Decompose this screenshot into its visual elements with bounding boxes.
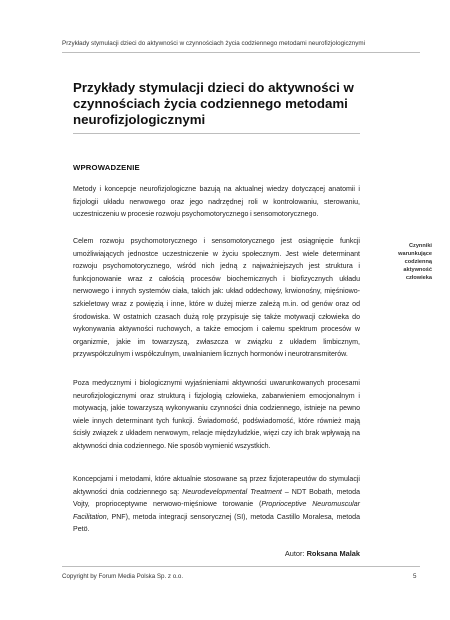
paragraph-4-text-a: Koncepcjami i metodami, które aktualnie stosowane są przez fizjoterapeutów do stymulacji aktywności dnia codziennego są:: [73, 476, 360, 496]
footer-rule: [62, 566, 420, 567]
section-heading: WPROWADZENIE: [73, 163, 140, 172]
paragraph-2: Celem rozwoju psychomotorycznego i sensomotorycznego jest osiągnięcie funkcji umożliwiających jednostce uczestniczenie w życiu społecznym. Jest wiele determinant rozwoju psychomotorycznego, wśród nich jedną z najważniejszych jest struktura i funkcjonowanie wraz z całością procesów biochemicznych i biofizycznych układu nerwowego i innych systemów ciała, takich jak: układ oddechowy, krwionośny, mięśniowo-szkieletowy wraz z powięzią i inne, które w dużej mierze zależą m.in. od genów oraz od środowiska. W ostatnich czasach dużą rolę przypisuje się także motywacji człowieka do wykonywania aktywności ruchowych, a także emocjom i całemu spektrum procesów w organizmie, jakie im towarzyszą, zwłaszcza w związku z układem limbicznym, przywspółczulnym i współczulnym, uwalnianiem licznych hormonów i neurotransmiterów.: [73, 238, 360, 359]
paragraph-4: [73, 474, 360, 537]
footer-copyright: Copyright by Forum Media Polska Sp. z o.o.: [62, 573, 184, 580]
page-number: 5: [413, 573, 417, 580]
running-head: Przykłady stymulacji dzieci do aktywności w czynnościach życia codziennego metodami neurofizjologicznymi: [62, 40, 366, 47]
article-title: Przykłady stymulacji dzieci do aktywności w czynnościach życia codziennego metodami neurofizjologicznymi: [73, 80, 354, 128]
paragraph-3: Poza medycznymi i biologicznymi wyjaśnieniami aktywności uwarunkowanych procesami neurofizjologicznymi oraz strukturą i fizjologią człowieka, zabarwieniem emocjonalnym i motywacją, jakie towarzyszą wykonywaniu czynności dnia codziennego, istnieje na pewno wiele innych determinant tych funkcji. Świadomość, podświadomość, które również mają ścisły związek z układem nerwowym, relacje międzyludzkie, więzi czy ich brak wpływają na aktywności dnia codziennego. Nie sposób wymienić wszystkich.: [73, 380, 360, 450]
paragraph-4-emphasis-2: Proprioceptive Neuromuscular Facilitation: [73, 501, 361, 521]
author-line: [285, 549, 360, 558]
paragraph-4-emphasis-1: Neurodevelopmental Treatment: [182, 488, 282, 496]
author-prefix: Autor:: [284, 549, 307, 558]
header-rule: [62, 52, 420, 53]
paragraph-4-text-b: – NDT Bobath, metoda Vojty, proprioceptywne nerwowo-mięśniowe torowanie (: [73, 488, 360, 509]
margin-note: Czynniki warunkujące codzienną aktywność człowieka: [398, 243, 432, 281]
title-underline: [73, 133, 360, 134]
author-name: Roksana Malak: [306, 549, 360, 558]
paragraph-4-text-c: , PNF), metoda integracji sensorycznej (SI), metoda Castillo Moralesa, metoda Petö.: [73, 513, 360, 534]
paragraph-1: Metody i koncepcje neurofizjologiczne bazują na aktualnej wiedzy dotyczącej anatomii i fizjologii układu nerwowego oraz jego nadrzędnej roli w kontrolowaniu, sterowaniu, uczestniczeniu w procesie rozwoju psychomotorycznego i sensomotorycznego.: [73, 186, 360, 219]
